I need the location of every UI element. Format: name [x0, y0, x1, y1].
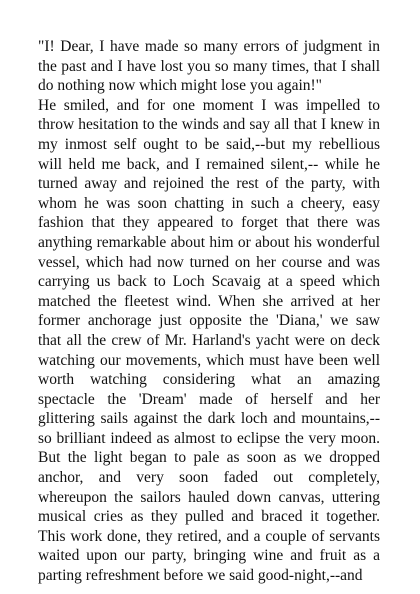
body-text — [38, 37, 380, 586]
paragraph-narration: He smiled, and for one moment I was impelled to throw hesitation to the winds and say all that I knew in my inmost self ought to be said,--but my rebellious will held me back, and I remained silent,-- while he turned away and rejoined the rest of the party, with whom he was soon chatting in such a cheery, easy fashion that they appeared to forget that there was anything remarkable about him or about his wonderful vessel, which had now turned on her course and was carrying us back to Loch Scavaig at a speed which matched the fleetest wind. When she arrived at her former anchorage just opposite the 'Diana,' we saw that all the crew of Mr. Harland's yacht were on deck watching our movements, which must have been well worth watching considering what an amazing spectacle the 'Dream' made of herself and her glittering sails against the dark loch and mountains,--so brilliant indeed as almost to eclipse the very moon. But the light began to pale as soon as we dropped anchor, and very soon faded out completely, whereupon the sailors hauled down canvas, uttering musical cries as they pulled and braced it together. This work done, they retired, and a couple of servants waited upon our party, bringing wine and fruit as a parting refreshment before we said good-night,--and — [38, 96, 380, 585]
paragraph-dialogue: "I! Dear, I have made so many errors of judgment in the past and I have lost you so many times, that I shall do nothing now which might lose you again!" — [38, 38, 380, 95]
